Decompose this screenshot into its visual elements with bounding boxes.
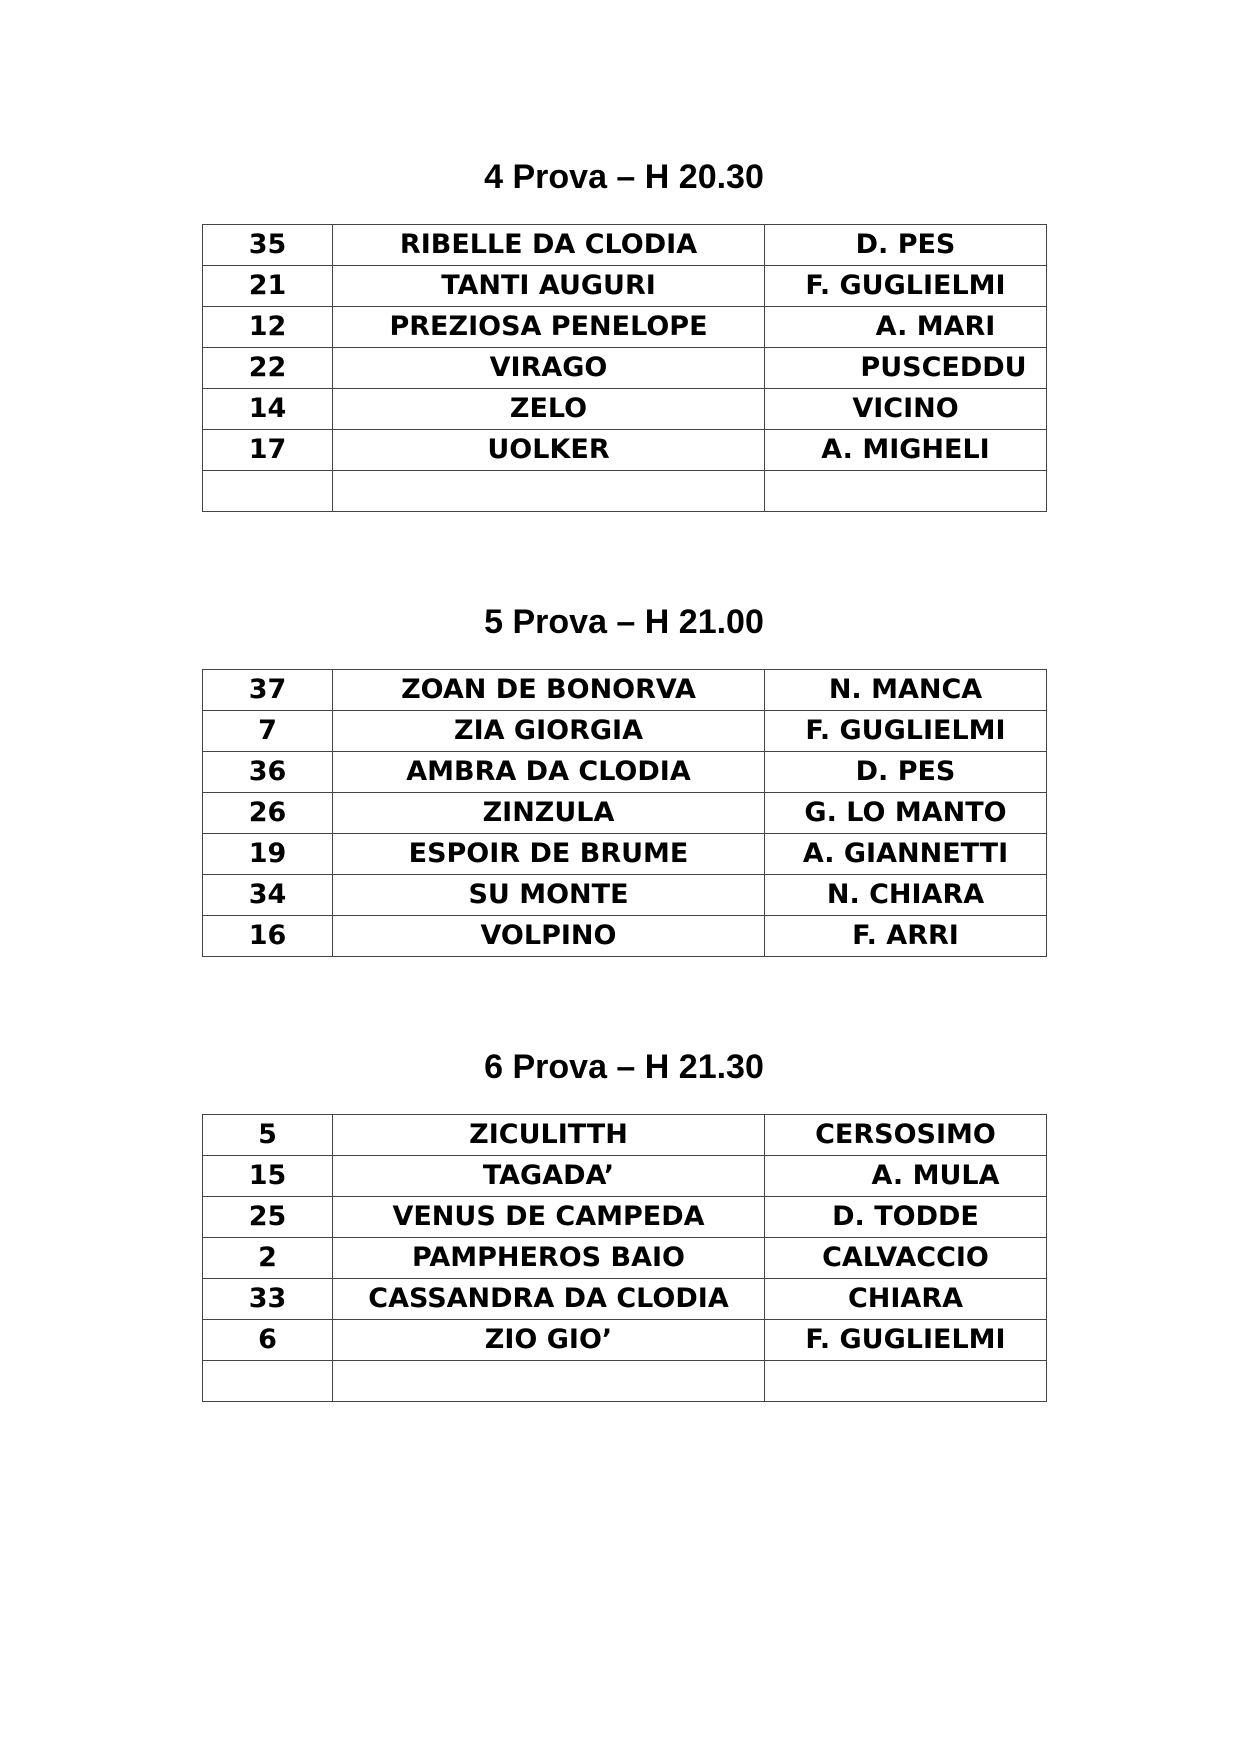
driver-name	[765, 1361, 1047, 1402]
table-row	[203, 834, 1047, 875]
table-row	[203, 711, 1047, 752]
horse-number: 7	[203, 711, 333, 752]
horse-name: SU MONTE	[333, 875, 765, 916]
driver-name: F. ARRI	[765, 916, 1047, 957]
table-row	[203, 1279, 1047, 1320]
driver-name: CERSOSIMO	[765, 1115, 1047, 1156]
driver-name: D. PES	[765, 752, 1047, 793]
horse-number: 6	[203, 1320, 333, 1361]
horse-name: ESPOIR DE BRUME	[333, 834, 765, 875]
horse-number: 2	[203, 1238, 333, 1279]
table-row	[203, 430, 1047, 471]
table-row	[203, 670, 1047, 711]
horse-name: ZIA GIORGIA	[333, 711, 765, 752]
table-row	[203, 225, 1047, 266]
table-row	[203, 471, 1047, 512]
horse-number: 35	[203, 225, 333, 266]
horse-number: 16	[203, 916, 333, 957]
horse-name: ZOAN DE BONORVA	[333, 670, 765, 711]
driver-name	[765, 471, 1047, 512]
horse-number: 26	[203, 793, 333, 834]
driver-name: PUSCEDDU	[765, 348, 1047, 389]
horse-number: 12	[203, 307, 333, 348]
horse-name: CASSANDRA DA CLODIA	[333, 1279, 765, 1320]
driver-name: F. GUGLIELMI	[765, 711, 1047, 752]
driver-name: VICINO	[765, 389, 1047, 430]
horse-name: VOLPINO	[333, 916, 765, 957]
race-table	[202, 1114, 1047, 1402]
horse-name: TANTI AUGURI	[333, 266, 765, 307]
race-title: 4 Prova – H 20.30	[484, 158, 764, 196]
horse-name: UOLKER	[333, 430, 765, 471]
horse-number: 15	[203, 1156, 333, 1197]
table-row	[203, 266, 1047, 307]
horse-number: 34	[203, 875, 333, 916]
table-row	[203, 752, 1047, 793]
horse-name: ZICULITTH	[333, 1115, 765, 1156]
horse-name: PAMPHEROS BAIO	[333, 1238, 765, 1279]
race-table	[202, 669, 1047, 957]
driver-name: G. LO MANTO	[765, 793, 1047, 834]
horse-name: VENUS DE CAMPEDA	[333, 1197, 765, 1238]
table-row	[203, 793, 1047, 834]
horse-number: 17	[203, 430, 333, 471]
horse-name: PREZIOSA PENELOPE	[333, 307, 765, 348]
horse-name: ZINZULA	[333, 793, 765, 834]
table-row	[203, 1156, 1047, 1197]
table-row	[203, 307, 1047, 348]
driver-name: CALVACCIO	[765, 1238, 1047, 1279]
driver-name: F. GUGLIELMI	[765, 266, 1047, 307]
table-row	[203, 1320, 1047, 1361]
horse-number: 22	[203, 348, 333, 389]
horse-name: AMBRA DA CLODIA	[333, 752, 765, 793]
driver-name: N. MANCA	[765, 670, 1047, 711]
horse-number: 21	[203, 266, 333, 307]
race-title: 5 Prova – H 21.00	[484, 603, 764, 641]
horse-number	[203, 1361, 333, 1402]
driver-name: N. CHIARA	[765, 875, 1047, 916]
table-row	[203, 875, 1047, 916]
race-table	[202, 224, 1047, 512]
table-row	[203, 1238, 1047, 1279]
table-row	[203, 389, 1047, 430]
driver-name: F. GUGLIELMI	[765, 1320, 1047, 1361]
horse-number: 19	[203, 834, 333, 875]
horse-name	[333, 1361, 765, 1402]
driver-name: A. MIGHELI	[765, 430, 1047, 471]
table-row	[203, 1197, 1047, 1238]
horse-number: 36	[203, 752, 333, 793]
race-title: 6 Prova – H 21.30	[484, 1048, 764, 1086]
driver-name: CHIARA	[765, 1279, 1047, 1320]
driver-name: D. TODDE	[765, 1197, 1047, 1238]
table-row	[203, 1115, 1047, 1156]
horse-name: TAGADA’	[333, 1156, 765, 1197]
horse-number: 14	[203, 389, 333, 430]
horse-number	[203, 471, 333, 512]
horse-name: ZELO	[333, 389, 765, 430]
table-row	[203, 1361, 1047, 1402]
driver-name: A. MULA	[765, 1156, 1047, 1197]
horse-number: 25	[203, 1197, 333, 1238]
horse-number: 33	[203, 1279, 333, 1320]
driver-name: A. MARI	[765, 307, 1047, 348]
driver-name: A. GIANNETTI	[765, 834, 1047, 875]
horse-number: 37	[203, 670, 333, 711]
table-row	[203, 916, 1047, 957]
driver-name: D. PES	[765, 225, 1047, 266]
horse-name: RIBELLE DA CLODIA	[333, 225, 765, 266]
table-row	[203, 348, 1047, 389]
horse-name: VIRAGO	[333, 348, 765, 389]
horse-number: 5	[203, 1115, 333, 1156]
horse-name: ZIO GIO’	[333, 1320, 765, 1361]
horse-name	[333, 471, 765, 512]
